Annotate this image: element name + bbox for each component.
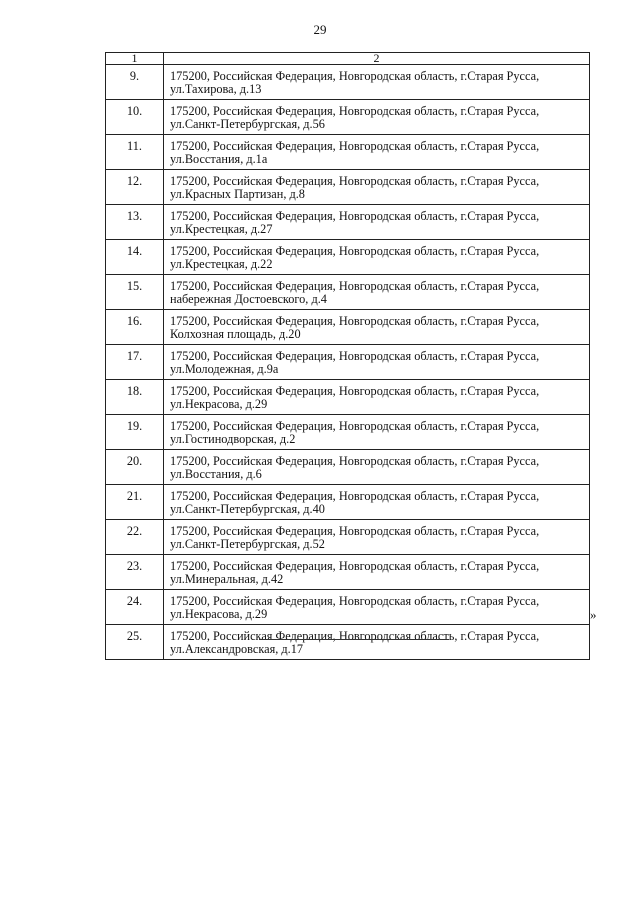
row-number: 18. bbox=[106, 380, 164, 415]
row-address: 175200, Российская Федерация, Новгородская область, г.Старая Русса, ул.Красных Партизан, д.8 bbox=[164, 170, 590, 205]
row-number: 24. bbox=[106, 590, 164, 625]
closing-quote-mark: » bbox=[590, 607, 597, 622]
table-row bbox=[106, 240, 590, 275]
table-row bbox=[106, 625, 590, 660]
row-number: 9. bbox=[106, 65, 164, 100]
row-address: 175200, Российская Федерация, Новгородская область, г.Старая Русса, ул.Крестецкая, д.22 bbox=[164, 240, 590, 275]
row-address: 175200, Российская Федерация, Новгородская область, г.Старая Русса, ул.Восстания, д.1а bbox=[164, 135, 590, 170]
row-number: 11. bbox=[106, 135, 164, 170]
row-address: 175200, Российская Федерация, Новгородская область, г.Старая Русса, ул.Александровская, д.17 bbox=[164, 625, 590, 660]
row-address: 175200, Российская Федерация, Новгородская область, г.Старая Русса, ул.Тахирова, д.13 bbox=[164, 65, 590, 100]
table-row bbox=[106, 555, 590, 590]
table-row bbox=[106, 415, 590, 450]
row-address: 175200, Российская Федерация, Новгородская область, г.Старая Русса, ул.Санкт-Петербургская, д.40 bbox=[164, 485, 590, 520]
row-address: 175200, Российская Федерация, Новгородская область, г.Старая Русса, ул.Санкт-Петербургская, д.52 bbox=[164, 520, 590, 555]
address-table-container bbox=[105, 52, 589, 660]
column-header-address: 2 bbox=[164, 53, 590, 65]
table-row bbox=[106, 380, 590, 415]
row-number: 22. bbox=[106, 520, 164, 555]
table-row bbox=[106, 345, 590, 380]
row-number: 10. bbox=[106, 100, 164, 135]
table-row bbox=[106, 275, 590, 310]
row-number: 17. bbox=[106, 345, 164, 380]
page-number: 29 bbox=[313, 22, 327, 37]
row-number: 25. bbox=[106, 625, 164, 660]
row-number: 20. bbox=[106, 450, 164, 485]
table-row bbox=[106, 310, 590, 345]
row-number: 19. bbox=[106, 415, 164, 450]
row-address: 175200, Российская Федерация, Новгородская область, г.Старая Русса, ул.Молодежная, д.9а bbox=[164, 345, 590, 380]
bottom-divider-line bbox=[259, 639, 449, 640]
address-table bbox=[105, 52, 590, 660]
row-number: 14. bbox=[106, 240, 164, 275]
column-header-number: 1 bbox=[106, 53, 164, 65]
row-address: 175200, Российская Федерация, Новгородская область, г.Старая Русса, ул.Некрасова, д.29 bbox=[164, 380, 590, 415]
row-address: 175200, Российская Федерация, Новгородская область, г.Старая Русса, ул.Некрасова, д.29 bbox=[164, 590, 590, 625]
row-number: 23. bbox=[106, 555, 164, 590]
table-row bbox=[106, 205, 590, 240]
row-number: 16. bbox=[106, 310, 164, 345]
row-address: 175200, Российская Федерация, Новгородская область, г.Старая Русса, ул.Крестецкая, д.27 bbox=[164, 205, 590, 240]
row-address: 175200, Российская Федерация, Новгородская область, г.Старая Русса, ул.Санкт-Петербургская, д.56 bbox=[164, 100, 590, 135]
table-row bbox=[106, 65, 590, 100]
row-number: 21. bbox=[106, 485, 164, 520]
table-row bbox=[106, 450, 590, 485]
address-table-body bbox=[106, 53, 590, 660]
table-header-row bbox=[106, 53, 590, 65]
table-row bbox=[106, 135, 590, 170]
row-address: 175200, Российская Федерация, Новгородская область, г.Старая Русса, ул.Восстания, д.6 bbox=[164, 450, 590, 485]
row-number: 12. bbox=[106, 170, 164, 205]
row-address: 175200, Российская Федерация, Новгородская область, г.Старая Русса, набережная Достоевского, д.4 bbox=[164, 275, 590, 310]
table-row bbox=[106, 485, 590, 520]
row-number: 13. bbox=[106, 205, 164, 240]
row-address: 175200, Российская Федерация, Новгородская область, г.Старая Русса, ул.Гостинодворская, д.2 bbox=[164, 415, 590, 450]
row-address: 175200, Российская Федерация, Новгородская область, г.Старая Русса, ул.Минеральная, д.42 bbox=[164, 555, 590, 590]
table-row bbox=[106, 590, 590, 625]
table-row bbox=[106, 100, 590, 135]
table-row bbox=[106, 520, 590, 555]
table-row bbox=[106, 170, 590, 205]
row-number: 15. bbox=[106, 275, 164, 310]
row-address: 175200, Российская Федерация, Новгородская область, г.Старая Русса, Колхозная площадь, д.20 bbox=[164, 310, 590, 345]
